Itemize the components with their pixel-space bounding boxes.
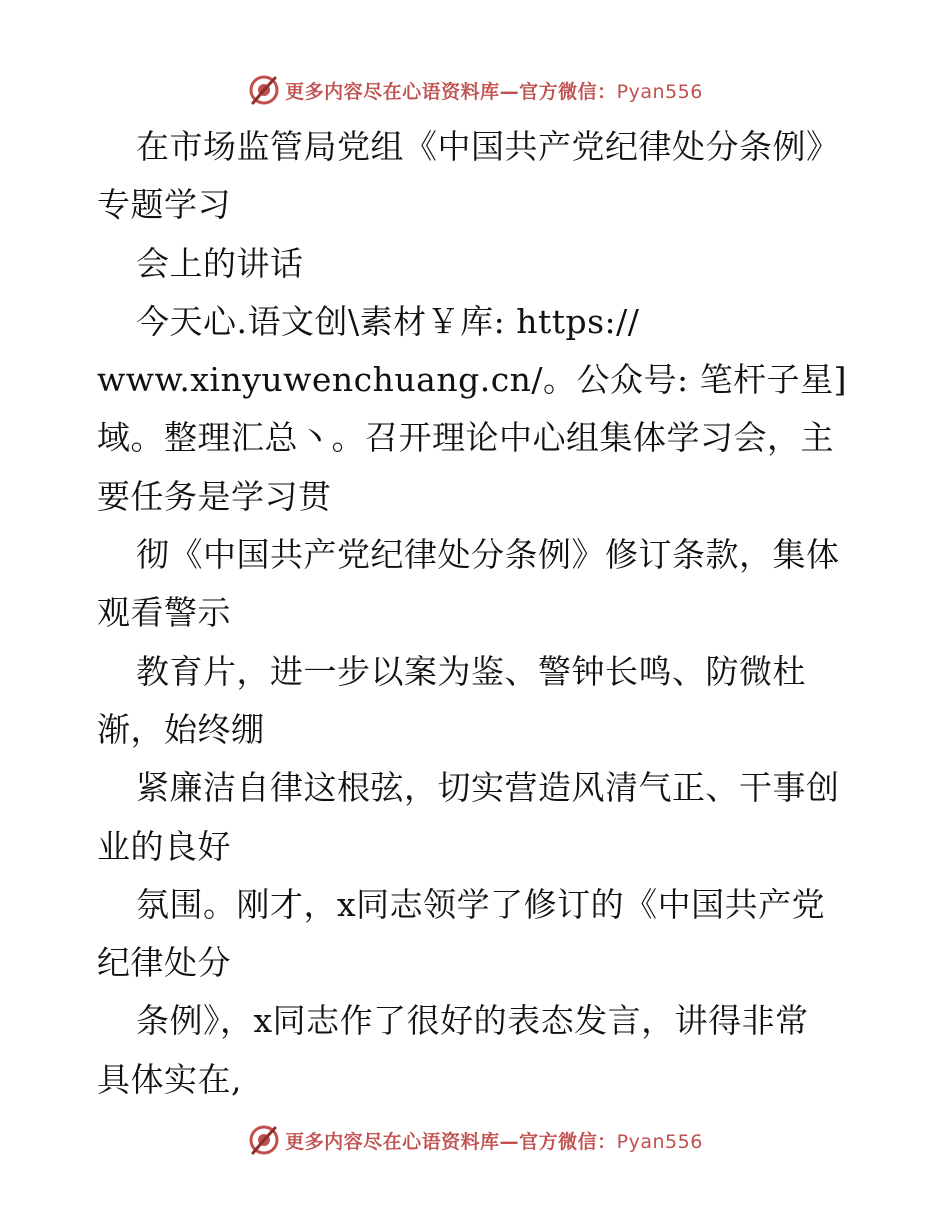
header-banner-text [285, 77, 703, 104]
footer-banner-account: Pyan556 [616, 1130, 703, 1153]
text-line: 会上的讲话 [136, 243, 304, 283]
text-line: 具体实在, [97, 1059, 242, 1099]
header-banner-account: Pyan556 [616, 80, 703, 103]
text-line: 要任务是学习贯 [97, 476, 332, 516]
text-line: 条例》，x同志作了很好的表态发言，讲得非常 [136, 1001, 809, 1041]
text-line: 今天心.语文创\素材￥库: https:// [136, 301, 640, 341]
document-body [97, 118, 867, 1109]
text-line: 专题学习 [97, 185, 231, 225]
footer-banner-label: 更多内容尽在心语资料库—官方微信： [285, 1130, 617, 1153]
header-banner [0, 70, 950, 110]
text-line: www.xinyuwenchuang.cn/。公众号: 笔杆子星] [97, 360, 848, 400]
text-line: 彻《中国共产党纪律处分条例》修订条款，集体 [136, 535, 840, 575]
footer-banner [0, 1120, 950, 1160]
text-line: 纪律处分 [97, 943, 231, 983]
text-line: 教育片，进一步以案为鉴、警钟长鸣、防微杜 [136, 651, 806, 691]
text-line: 紧廉洁自律这根弦，切实营造风清气正、干事创 [136, 768, 840, 808]
text-line: 业的良好 [97, 826, 231, 866]
text-line: 观看警示 [97, 593, 231, 633]
text-line: 在市场监管局党组《中国共产党纪律处分条例》 [136, 127, 840, 166]
brush-logo-icon [247, 1123, 281, 1157]
text-line: 域。整理汇总丶。召开理论中心组集体学习会，主 [97, 418, 834, 458]
text-line: 氛围。刚才，x同志领学了修订的《中国共产党 [136, 884, 826, 924]
brush-logo-icon [247, 73, 281, 107]
text-line: 渐，始终绷 [97, 709, 265, 749]
header-banner-label: 更多内容尽在心语资料库—官方微信： [285, 80, 617, 103]
footer-banner-text [285, 1127, 703, 1154]
